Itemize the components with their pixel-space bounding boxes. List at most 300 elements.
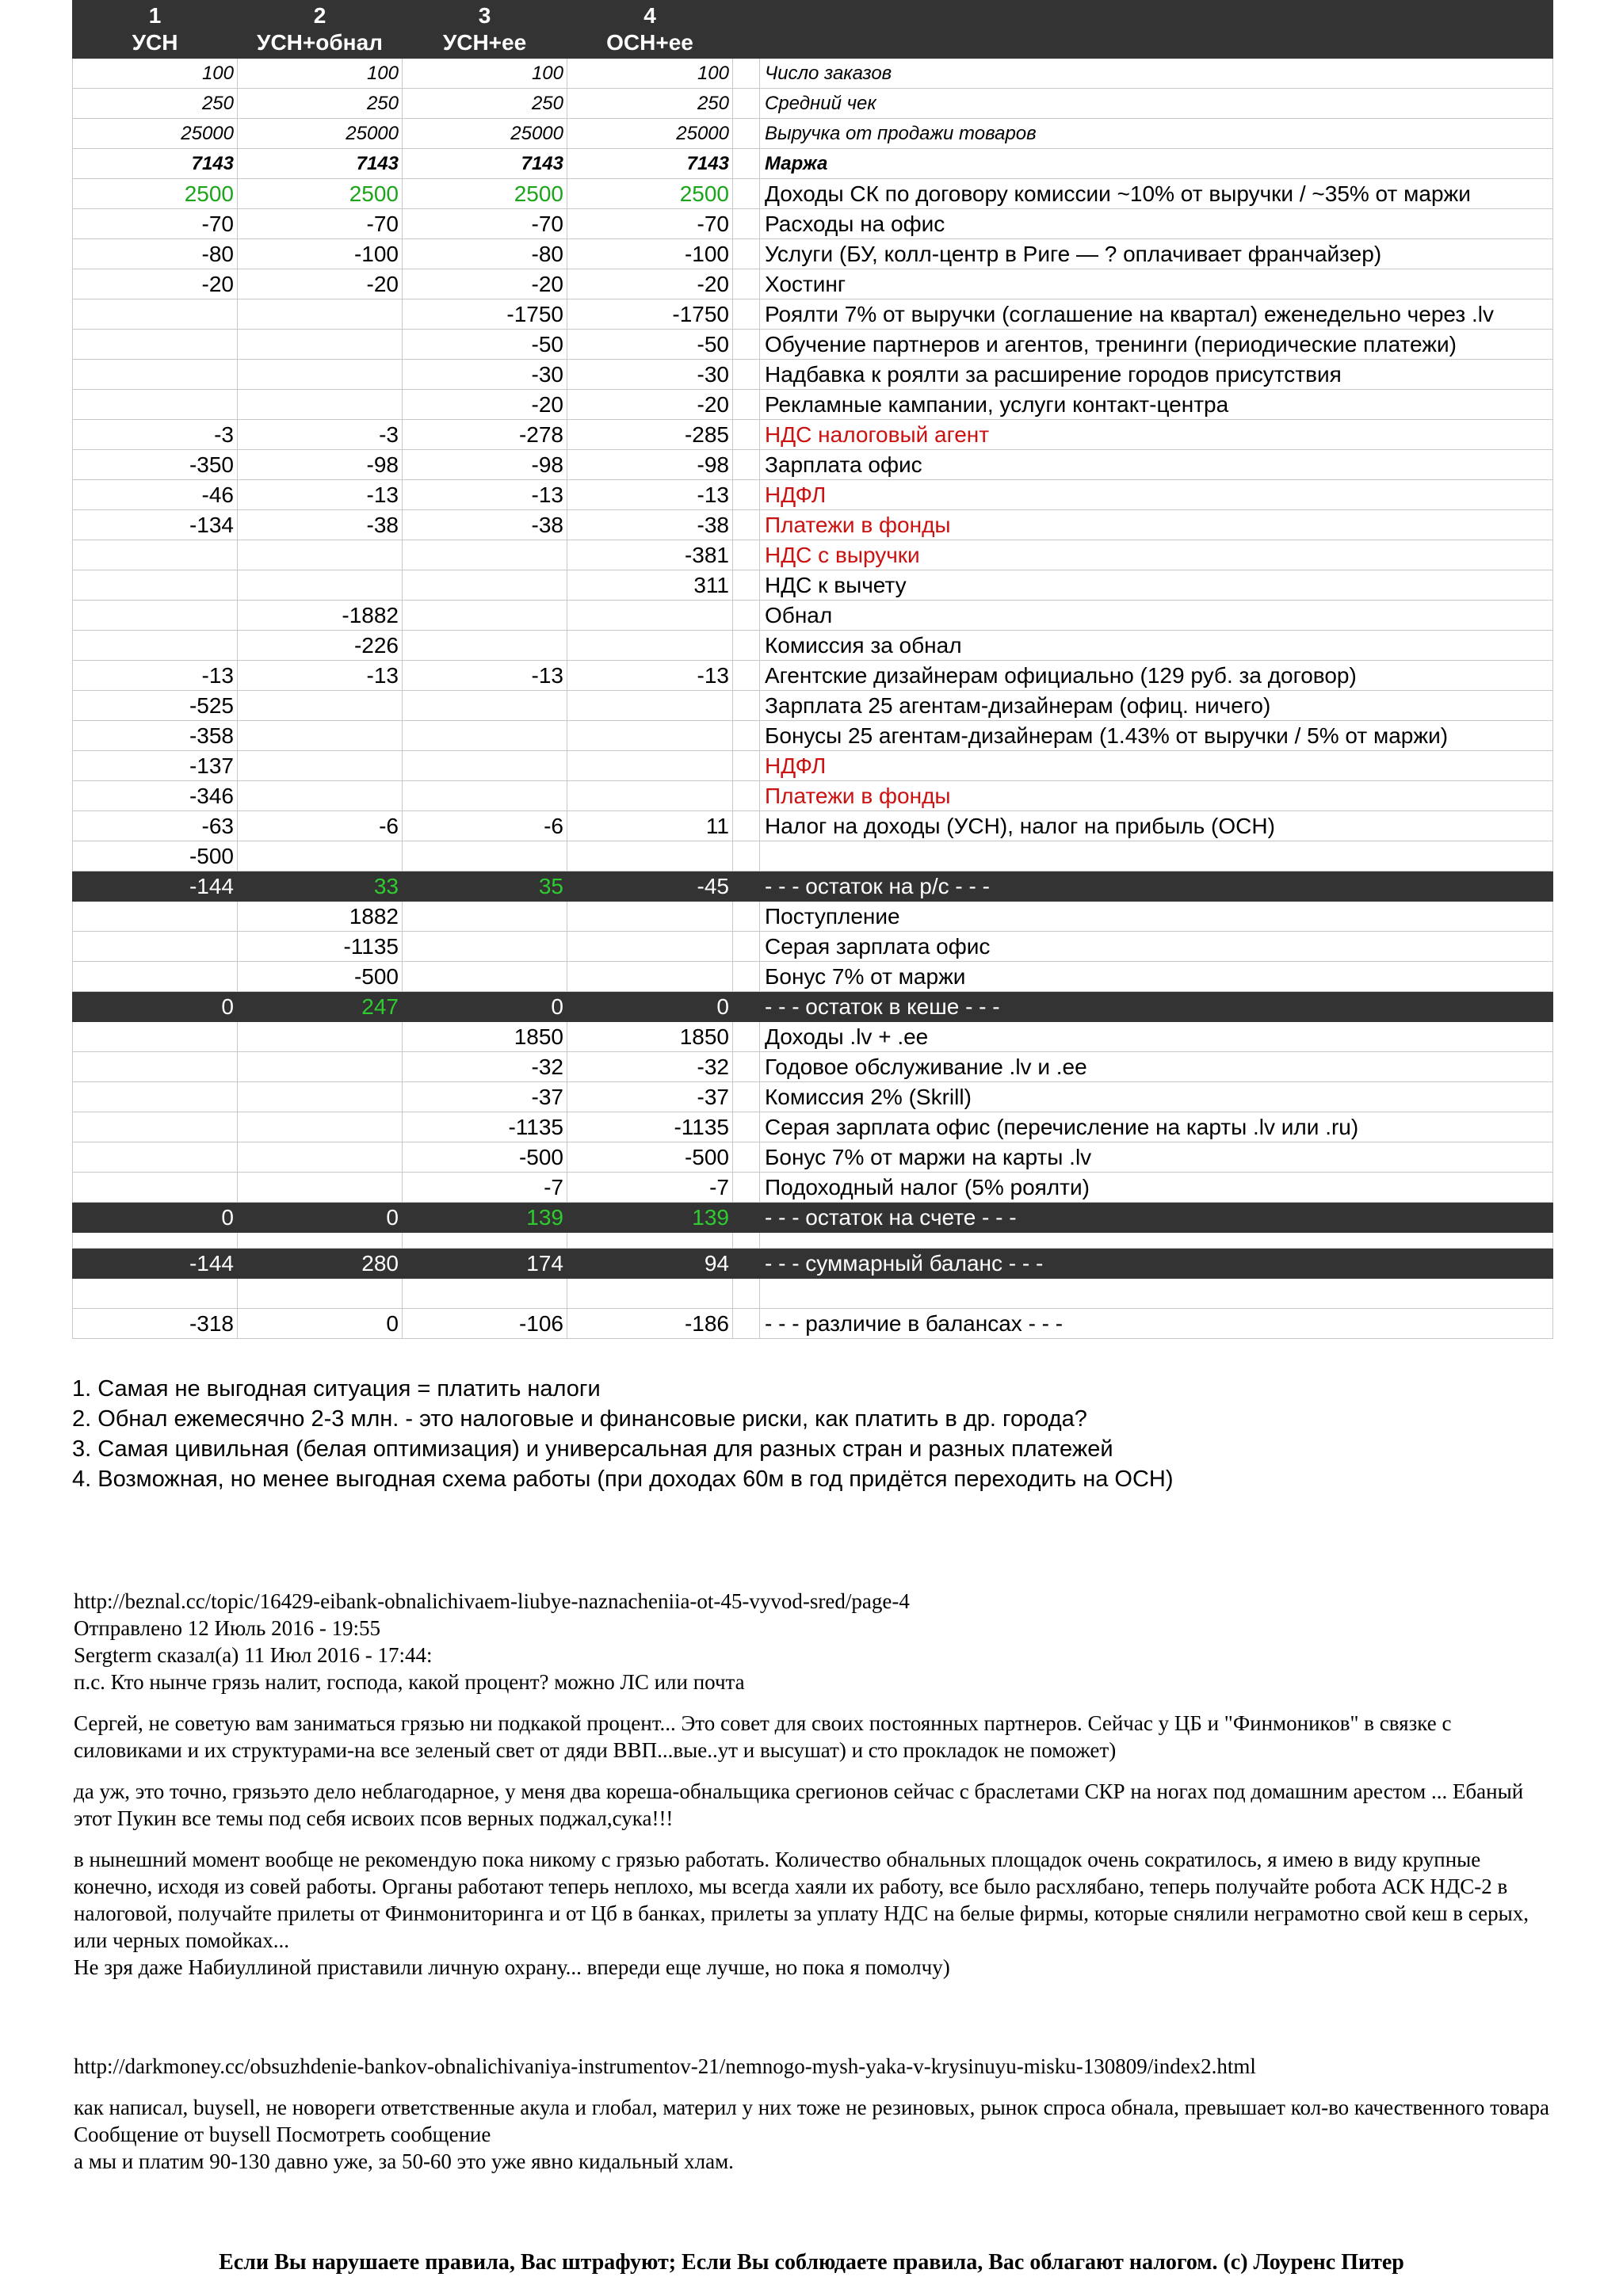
cell-col-2[interactable]: -500 [238, 962, 403, 992]
cell-col-4[interactable]: 139 [567, 1203, 733, 1233]
cell-col-2[interactable]: -100 [238, 239, 403, 269]
row-label[interactable]: НДС к вычету [760, 570, 1553, 601]
table-row [73, 992, 1553, 1022]
cell-col-2[interactable]: 100 [238, 59, 403, 89]
cell-gap[interactable] [733, 360, 760, 390]
cell-col-4[interactable] [567, 751, 733, 781]
forum2-url[interactable]: http://darkmoney.cc/obsuzhdenie-bankov-obnalichivaniya-instrumentov-21/nemnogo-mysh-yaka-v-krysinuyu-misku-130809/index2.html [74, 2054, 1256, 2078]
header-row [73, 1, 1553, 59]
cell-col-4[interactable]: -20 [567, 390, 733, 420]
cell-gap[interactable] [733, 811, 760, 841]
cell-col-2[interactable] [238, 1233, 403, 1249]
row-label[interactable]: Бонус 7% от маржи [760, 962, 1553, 992]
row-label[interactable]: НДФЛ [760, 480, 1553, 510]
cell-col-1[interactable] [73, 1279, 238, 1309]
cell-col-2[interactable]: 250 [238, 89, 403, 119]
cell-col-2[interactable]: -38 [238, 510, 403, 540]
cell-col-2[interactable]: -1135 [238, 932, 403, 962]
cell-col-3[interactable]: -20 [403, 390, 567, 420]
cell-gap[interactable] [733, 450, 760, 480]
cell-col-3[interactable]: -500 [403, 1142, 567, 1173]
cell-gap[interactable] [733, 540, 760, 570]
cell-col-2[interactable] [238, 1112, 403, 1142]
cell-gap[interactable] [733, 1022, 760, 1052]
cell-col-4[interactable]: -37 [567, 1082, 733, 1112]
cell-gap[interactable] [733, 1052, 760, 1082]
cell-col-3[interactable]: -50 [403, 330, 567, 360]
table-row [73, 1142, 1553, 1173]
cell-col-4[interactable]: 94 [567, 1249, 733, 1279]
cell-col-1[interactable]: -318 [73, 1309, 238, 1339]
row-label[interactable] [760, 1279, 1553, 1309]
cell-col-1[interactable]: -13 [73, 661, 238, 691]
cell-col-1[interactable]: -46 [73, 480, 238, 510]
cell-col-1[interactable] [73, 1233, 238, 1249]
cell-gap[interactable] [733, 751, 760, 781]
table-row [73, 269, 1553, 299]
cell-col-1[interactable] [73, 390, 238, 420]
cell-col-3[interactable]: 25000 [403, 119, 567, 149]
row-label[interactable]: - - - остаток на счете - - - [760, 1203, 1553, 1233]
cell-col-1[interactable] [73, 299, 238, 330]
cell-col-3[interactable]: 0 [403, 992, 567, 1022]
row-label[interactable]: Зарплата офис [760, 450, 1553, 480]
cell-col-2[interactable] [238, 1279, 403, 1309]
cell-col-2[interactable]: 0 [238, 1309, 403, 1339]
cell-col-3[interactable]: -1135 [403, 1112, 567, 1142]
forum1-url[interactable]: http://beznal.cc/topic/16429-eibank-obnalichivaem-liubye-naznacheniia-ot-45-vyvod-sred/page-4 [74, 1589, 910, 1613]
cell-col-2[interactable] [238, 841, 403, 871]
cell-col-3[interactable] [403, 751, 567, 781]
row-label[interactable]: Платежи в фонды [760, 510, 1553, 540]
forum1-p4: Не зря даже Набиуллиной приставили личную охрану... впереди еще лучше, но пока я помолчу) [74, 1955, 950, 1979]
cell-col-3[interactable]: -98 [403, 450, 567, 480]
cell-col-2[interactable]: -6 [238, 811, 403, 841]
cell-col-4[interactable] [567, 962, 733, 992]
cell-gap[interactable] [733, 330, 760, 360]
cell-gap[interactable] [733, 1309, 760, 1339]
cell-col-4[interactable]: 250 [567, 89, 733, 119]
table-row [73, 510, 1553, 540]
row-label[interactable]: - - - различие в балансах - - - [760, 1309, 1553, 1339]
cell-col-2[interactable]: -226 [238, 631, 403, 661]
cell-col-1[interactable]: -525 [73, 691, 238, 721]
cell-gap[interactable] [733, 932, 760, 962]
cell-col-2[interactable] [238, 721, 403, 751]
table-row [73, 631, 1553, 661]
cell-col-3[interactable]: 100 [403, 59, 567, 89]
cell-gap[interactable] [733, 1249, 760, 1279]
row-label[interactable]: - - - остаток на р/с - - - [760, 871, 1553, 902]
cell-col-3[interactable]: -30 [403, 360, 567, 390]
cell-col-2[interactable]: -3 [238, 420, 403, 450]
cell-gap[interactable] [733, 1279, 760, 1309]
row-label[interactable]: Поступление [760, 902, 1553, 932]
cell-col-4[interactable] [567, 841, 733, 871]
cell-col-4[interactable] [567, 691, 733, 721]
row-label[interactable]: Годовое обслуживание .lv и .ee [760, 1052, 1553, 1082]
cell-col-3[interactable] [403, 841, 567, 871]
cell-col-3[interactable]: -278 [403, 420, 567, 450]
cell-col-1[interactable]: -134 [73, 510, 238, 540]
cell-col-2[interactable]: 280 [238, 1249, 403, 1279]
cell-col-3[interactable]: -70 [403, 209, 567, 239]
row-label[interactable]: Налог на доходы (УСН), налог на прибыль (ОСН) [760, 811, 1553, 841]
comparison-table [72, 0, 1553, 1339]
forum1-p2: да уж, это точно, грязьэто дело неблагодарное, у меня два кореша-обнальщика срегионов сейчас с браслетами СКР на ногах под домашним арестом ... Ебаный этот Пукин все темы под себя исвоих псов верных поджал,сука!!! [74, 1779, 1524, 1830]
row-label[interactable] [760, 841, 1553, 871]
cell-col-2[interactable]: 247 [238, 992, 403, 1022]
cell-col-4[interactable]: 25000 [567, 119, 733, 149]
table-row [73, 1052, 1553, 1082]
cell-col-1[interactable]: 0 [73, 992, 238, 1022]
cell-col-2[interactable] [238, 1142, 403, 1173]
row-label[interactable]: Обучение партнеров и агентов, тренинги (периодические платежи) [760, 330, 1553, 360]
cell-col-4[interactable] [567, 601, 733, 631]
cell-col-1[interactable] [73, 631, 238, 661]
table-row [73, 420, 1553, 450]
cell-col-2[interactable] [238, 390, 403, 420]
cell-col-4[interactable]: -186 [567, 1309, 733, 1339]
note-1: 1. Самая не выгодная ситуация = платить налоги [72, 1376, 601, 1402]
cell-col-1[interactable]: 25000 [73, 119, 238, 149]
row-label[interactable]: Бонус 7% от маржи на карты .lv [760, 1142, 1553, 1173]
cell-gap[interactable] [733, 661, 760, 691]
cell-col-3[interactable]: -7 [403, 1173, 567, 1203]
cell-col-3[interactable]: -13 [403, 480, 567, 510]
cell-gap[interactable] [733, 179, 760, 209]
cell-col-4[interactable]: -500 [567, 1142, 733, 1173]
cell-gap[interactable] [733, 239, 760, 269]
table-row [73, 932, 1553, 962]
cell-col-4[interactable] [567, 721, 733, 751]
cell-col-2[interactable]: 25000 [238, 119, 403, 149]
cell-col-1[interactable] [73, 1022, 238, 1052]
cell-gap[interactable] [733, 209, 760, 239]
cell-col-3[interactable]: -13 [403, 661, 567, 691]
row-label[interactable]: Число заказов [760, 59, 1553, 89]
cell-col-2[interactable] [238, 1052, 403, 1082]
col-header-gap [733, 1, 760, 59]
table-row [73, 1022, 1553, 1052]
table-row [73, 299, 1553, 330]
cell-col-1[interactable] [73, 540, 238, 570]
cell-col-1[interactable] [73, 360, 238, 390]
cell-col-4[interactable]: -70 [567, 209, 733, 239]
row-label[interactable]: НДС с выручки [760, 540, 1553, 570]
cell-col-2[interactable]: -20 [238, 269, 403, 299]
cell-col-3[interactable]: -106 [403, 1309, 567, 1339]
table-row [73, 1279, 1553, 1309]
cell-col-2[interactable] [238, 1173, 403, 1203]
cell-col-2[interactable] [238, 540, 403, 570]
cell-col-3[interactable] [403, 1279, 567, 1309]
row-label[interactable]: Доходы .lv + .ee [760, 1022, 1553, 1052]
cell-gap[interactable] [733, 902, 760, 932]
row-label[interactable]: Рекламные кампании, услуги контакт-центра [760, 390, 1553, 420]
row-label[interactable]: Комиссия 2% (Skrill) [760, 1082, 1553, 1112]
cell-col-2[interactable] [238, 299, 403, 330]
table-row [73, 841, 1553, 871]
cell-col-2[interactable]: 2500 [238, 179, 403, 209]
row-label[interactable]: Роялти 7% от выручки (соглашение на квартал) еженедельно через .lv [760, 299, 1553, 330]
cell-col-2[interactable] [238, 691, 403, 721]
cell-col-3[interactable] [403, 721, 567, 751]
cell-col-1[interactable] [73, 1142, 238, 1173]
row-label[interactable]: НДФЛ [760, 751, 1553, 781]
cell-col-4[interactable]: 11 [567, 811, 733, 841]
row-label[interactable]: Средний чек [760, 89, 1553, 119]
row-label[interactable]: Маржа [760, 149, 1553, 179]
cell-col-4[interactable] [567, 932, 733, 962]
cell-col-2[interactable] [238, 1022, 403, 1052]
notes-list [72, 1374, 1554, 1494]
cell-col-1[interactable]: -500 [73, 841, 238, 871]
table-row [73, 601, 1553, 631]
row-label[interactable]: Серая зарплата офис [760, 932, 1553, 962]
cell-col-3[interactable] [403, 781, 567, 811]
cell-gap[interactable] [733, 721, 760, 751]
cell-col-4[interactable]: 311 [567, 570, 733, 601]
row-label[interactable]: Обнал [760, 601, 1553, 631]
note-3: 3. Самая цивильная (белая оптимизация) и универсальная для разных стран и разных платежей [72, 1436, 1113, 1462]
cell-col-4[interactable] [567, 902, 733, 932]
cell-col-4[interactable]: -32 [567, 1052, 733, 1082]
cell-col-1[interactable] [73, 1173, 238, 1203]
cell-col-4[interactable]: -98 [567, 450, 733, 480]
cell-col-1[interactable] [73, 1112, 238, 1142]
col-header-label [760, 1, 1553, 59]
cell-col-4[interactable]: 100 [567, 59, 733, 89]
table-row [73, 239, 1553, 269]
row-label[interactable]: Доходы СК по договору комиссии ~10% от выручки / ~35% от маржи [760, 179, 1553, 209]
cell-col-3[interactable]: 139 [403, 1203, 567, 1233]
cell-col-4[interactable]: -285 [567, 420, 733, 450]
cell-col-1[interactable]: -137 [73, 751, 238, 781]
cell-col-1[interactable]: -144 [73, 871, 238, 902]
note-2: 2. Обнал ежемесячно 2-3 млн. - это налоговые и финансовые риски, как платить в др. города? [72, 1406, 1087, 1432]
cell-col-1[interactable]: 0 [73, 1203, 238, 1233]
table-row [73, 691, 1553, 721]
cell-col-4[interactable]: -1750 [567, 299, 733, 330]
cell-col-2[interactable]: 33 [238, 871, 403, 902]
cell-gap[interactable] [733, 570, 760, 601]
cell-col-2[interactable] [238, 751, 403, 781]
forum-quote-1 [74, 1588, 1556, 1981]
forum2-p2: Сообщение от buysell Посмотреть сообщение [74, 2122, 491, 2146]
cell-col-2[interactable]: 0 [238, 1203, 403, 1233]
cell-gap[interactable] [733, 962, 760, 992]
row-label[interactable] [760, 1233, 1553, 1249]
table-row [73, 179, 1553, 209]
cell-col-1[interactable] [73, 570, 238, 601]
cell-col-1[interactable]: -80 [73, 239, 238, 269]
cell-col-4[interactable]: -7 [567, 1173, 733, 1203]
cell-gap[interactable] [733, 299, 760, 330]
row-label[interactable]: Надбавка к роялти за расширение городов присутствия [760, 360, 1553, 390]
cell-col-2[interactable] [238, 781, 403, 811]
cell-col-3[interactable]: 7143 [403, 149, 567, 179]
cell-col-2[interactable] [238, 1082, 403, 1112]
cell-col-3[interactable] [403, 540, 567, 570]
table-row [73, 1082, 1553, 1112]
cell-col-3[interactable] [403, 691, 567, 721]
cell-col-4[interactable]: -13 [567, 480, 733, 510]
cell-col-4[interactable] [567, 631, 733, 661]
cell-col-1[interactable]: -3 [73, 420, 238, 450]
row-label[interactable]: Бонусы 25 агентам-дизайнерам (1.43% от выручки / 5% от маржи) [760, 721, 1553, 751]
cell-gap[interactable] [733, 992, 760, 1022]
cell-col-3[interactable]: -80 [403, 239, 567, 269]
cell-gap[interactable] [733, 691, 760, 721]
cell-col-4[interactable] [567, 781, 733, 811]
cell-col-3[interactable]: 2500 [403, 179, 567, 209]
cell-gap[interactable] [733, 89, 760, 119]
cell-col-2[interactable] [238, 570, 403, 601]
cell-gap[interactable] [733, 149, 760, 179]
row-label[interactable]: Выручка от продажи товаров [760, 119, 1553, 149]
cell-col-1[interactable] [73, 601, 238, 631]
cell-col-2[interactable] [238, 330, 403, 360]
cell-col-3[interactable] [403, 1233, 567, 1249]
cell-col-2[interactable]: 7143 [238, 149, 403, 179]
cell-col-1[interactable]: 250 [73, 89, 238, 119]
cell-col-4[interactable]: -381 [567, 540, 733, 570]
cell-col-1[interactable] [73, 932, 238, 962]
cell-col-3[interactable]: 35 [403, 871, 567, 902]
cell-gap[interactable] [733, 871, 760, 902]
cell-col-3[interactable] [403, 962, 567, 992]
cell-col-3[interactable]: -6 [403, 811, 567, 841]
cell-col-4[interactable] [567, 1233, 733, 1249]
cell-col-3[interactable] [403, 932, 567, 962]
table-row [73, 1173, 1553, 1203]
cell-col-3[interactable]: -20 [403, 269, 567, 299]
cell-gap[interactable] [733, 119, 760, 149]
cell-col-2[interactable]: -1882 [238, 601, 403, 631]
cell-gap[interactable] [733, 1142, 760, 1173]
cell-col-1[interactable] [73, 1052, 238, 1082]
cell-col-1[interactable]: -358 [73, 721, 238, 751]
row-label[interactable]: - - - суммарный баланс - - - [760, 1249, 1553, 1279]
cell-col-3[interactable]: -1750 [403, 299, 567, 330]
row-label[interactable]: - - - остаток в кеше - - - [760, 992, 1553, 1022]
cell-col-2[interactable] [238, 360, 403, 390]
table-row [73, 480, 1553, 510]
col-header-1: 1 УСН [73, 1, 238, 59]
cell-col-3[interactable] [403, 601, 567, 631]
cell-gap[interactable] [733, 480, 760, 510]
cell-gap[interactable] [733, 59, 760, 89]
cell-col-4[interactable]: 1850 [567, 1022, 733, 1052]
cell-col-1[interactable] [73, 1082, 238, 1112]
forum2-p3: а мы и платим 90-130 давно уже, за 50-60 это уже явно кидальный хлам. [74, 2149, 734, 2173]
cell-col-1[interactable] [73, 902, 238, 932]
cell-col-4[interactable]: 0 [567, 992, 733, 1022]
cell-col-3[interactable] [403, 570, 567, 601]
cell-col-3[interactable] [403, 902, 567, 932]
cell-gap[interactable] [733, 841, 760, 871]
cell-col-4[interactable]: -38 [567, 510, 733, 540]
row-label[interactable]: Зарплата 25 агентам-дизайнерам (офиц. ничего) [760, 691, 1553, 721]
cell-col-1[interactable]: -350 [73, 450, 238, 480]
cell-col-4[interactable]: -20 [567, 269, 733, 299]
cell-col-3[interactable]: 174 [403, 1249, 567, 1279]
cell-gap[interactable] [733, 1112, 760, 1142]
row-label[interactable]: Расходы на офис [760, 209, 1553, 239]
cell-col-1[interactable]: -144 [73, 1249, 238, 1279]
cell-col-3[interactable] [403, 631, 567, 661]
cell-gap[interactable] [733, 420, 760, 450]
row-label[interactable]: Серая зарплата офис (перечисление на карты .lv или .ru) [760, 1112, 1553, 1142]
cell-col-1[interactable]: 2500 [73, 179, 238, 209]
cell-col-3[interactable]: 250 [403, 89, 567, 119]
cell-col-1[interactable] [73, 330, 238, 360]
cell-gap[interactable] [733, 390, 760, 420]
cell-col-1[interactable] [73, 962, 238, 992]
cell-gap[interactable] [733, 601, 760, 631]
cell-col-1[interactable]: -346 [73, 781, 238, 811]
cell-col-1[interactable]: 7143 [73, 149, 238, 179]
cell-col-3[interactable]: 1850 [403, 1022, 567, 1052]
cell-col-1[interactable]: -63 [73, 811, 238, 841]
cell-col-1[interactable]: -70 [73, 209, 238, 239]
cell-col-2[interactable]: -13 [238, 480, 403, 510]
cell-col-4[interactable] [567, 1279, 733, 1309]
row-label[interactable]: Агентские дизайнерам официально (129 руб. за договор) [760, 661, 1553, 691]
cell-gap[interactable] [733, 269, 760, 299]
table-row [73, 1203, 1553, 1233]
cell-gap[interactable] [733, 510, 760, 540]
table-row [73, 149, 1553, 179]
cell-gap[interactable] [733, 631, 760, 661]
cell-gap[interactable] [733, 1082, 760, 1112]
cell-col-4[interactable]: -100 [567, 239, 733, 269]
cell-gap[interactable] [733, 1173, 760, 1203]
row-label[interactable]: Хостинг [760, 269, 1553, 299]
table-row [73, 1112, 1553, 1142]
cell-col-2[interactable]: -98 [238, 450, 403, 480]
cell-col-4[interactable]: -50 [567, 330, 733, 360]
cell-col-4[interactable]: -13 [567, 661, 733, 691]
cell-col-4[interactable]: 7143 [567, 149, 733, 179]
cell-col-3[interactable]: -37 [403, 1082, 567, 1112]
row-label[interactable]: Комиссия за обнал [760, 631, 1553, 661]
cell-col-4[interactable]: -30 [567, 360, 733, 390]
cell-col-3[interactable]: -32 [403, 1052, 567, 1082]
cell-col-1[interactable]: -20 [73, 269, 238, 299]
cell-gap[interactable] [733, 781, 760, 811]
table-row [73, 721, 1553, 751]
cell-col-4[interactable]: -45 [567, 871, 733, 902]
cell-col-3[interactable]: -38 [403, 510, 567, 540]
forum1-sent: Отправлено 12 Июль 2016 - 19:55 [74, 1616, 381, 1640]
cell-col-2[interactable]: -13 [238, 661, 403, 691]
table-row [73, 811, 1553, 841]
cell-col-1[interactable]: 100 [73, 59, 238, 89]
cell-gap[interactable] [733, 1233, 760, 1249]
table-row [73, 871, 1553, 902]
cell-col-2[interactable]: -70 [238, 209, 403, 239]
row-label[interactable]: НДС налоговый агент [760, 420, 1553, 450]
row-label[interactable]: Платежи в фонды [760, 781, 1553, 811]
cell-col-4[interactable]: 2500 [567, 179, 733, 209]
cell-gap[interactable] [733, 1203, 760, 1233]
row-label[interactable]: Подоходный налог (5% роялти) [760, 1173, 1553, 1203]
row-label[interactable]: Услуги (БУ, колл-центр в Риге — ? оплачивает франчайзер) [760, 239, 1553, 269]
cell-col-2[interactable]: 1882 [238, 902, 403, 932]
cell-col-4[interactable]: -1135 [567, 1112, 733, 1142]
